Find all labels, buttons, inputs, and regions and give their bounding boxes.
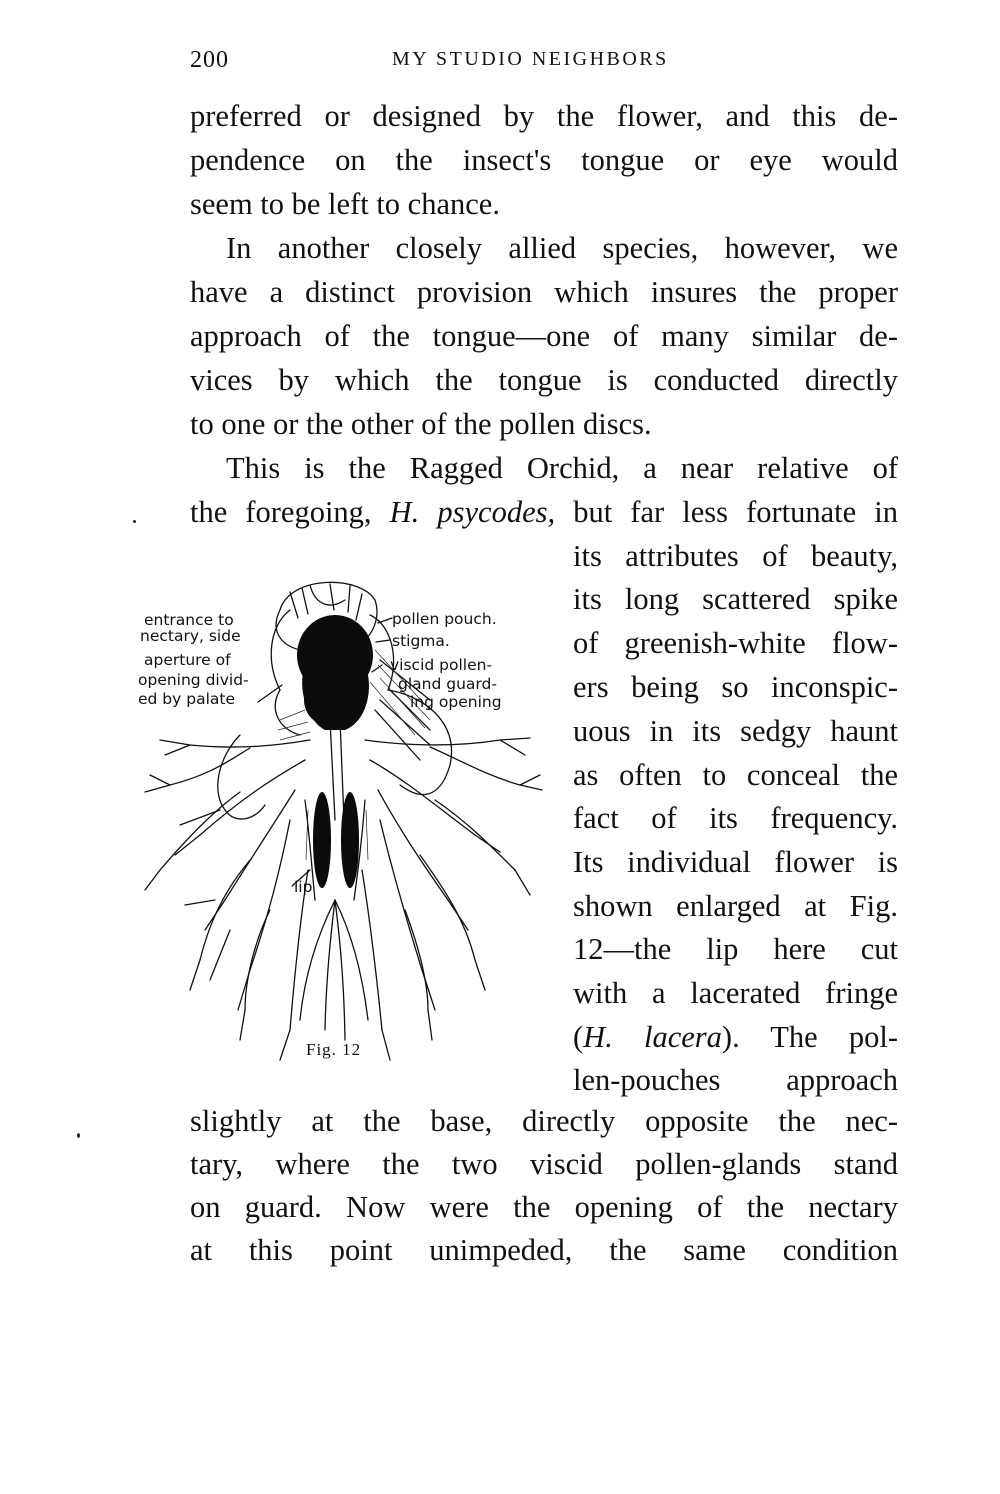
- text-line: [190, 494, 898, 530]
- text-line: uous in its sedgy haunt: [573, 714, 898, 748]
- figure-label: opening divid-: [138, 671, 249, 689]
- text-line: pendence on the insect's tongue or eye would: [190, 143, 898, 177]
- text-line: with a lacerated fringe: [573, 976, 898, 1010]
- figure-label: lip: [294, 878, 313, 896]
- text-line: [573, 1019, 898, 1055]
- text-line: 12—the lip here cut: [573, 932, 898, 966]
- figure-label: ing opening: [410, 693, 502, 711]
- orchid-illustration: [130, 570, 560, 1070]
- text-line: ers being so inconspic-: [573, 670, 898, 704]
- text-line: its long scattered spike: [573, 582, 898, 616]
- text-run: (: [573, 1020, 584, 1054]
- text-line: fact of its frequency.: [573, 801, 898, 835]
- text-line: len-pouches approach: [573, 1063, 898, 1097]
- text-line: on guard. Now were the opening of the nectary: [190, 1190, 898, 1224]
- text-line: have a distinct provision which insures the proper: [190, 275, 898, 309]
- figure-label: stigma.: [392, 632, 450, 650]
- text-line: preferred or designed by the flower, and this de-: [190, 99, 898, 133]
- text-line: seem to be left to chance.: [190, 187, 500, 221]
- figure-label: viscid pollen-: [390, 656, 493, 674]
- text-line: In another closely allied species, however, we: [226, 231, 898, 265]
- text-line: slightly at the base, directly opposite the nec-: [190, 1104, 898, 1138]
- species-name: H. psycodes,: [389, 495, 556, 529]
- orchid-figure: [130, 570, 560, 1070]
- text-line: vices by which the tongue is conducted directly: [190, 363, 898, 397]
- figure-label: pollen pouch.: [392, 610, 497, 628]
- figure-label: aperture of: [144, 651, 231, 669]
- text-run: but far less fortunate in: [573, 495, 898, 529]
- figure-caption: Fig. 12: [306, 1040, 362, 1059]
- text-line: at this point unimpeded, the same condition: [190, 1233, 898, 1267]
- running-title: MY STUDIO NEIGHBORS: [392, 48, 669, 70]
- figure-label: gland guard-: [398, 675, 497, 693]
- text-line: to one or the other of the pollen discs.: [190, 407, 652, 441]
- text-line: This is the Ragged Orchid, a near relative of: [226, 451, 898, 485]
- species-name: H. lacera: [583, 1020, 722, 1054]
- text-line: of greenish-white flow-: [573, 626, 898, 660]
- figure-label: nectary, side: [140, 627, 241, 645]
- text-run: ). The pol-: [721, 1020, 898, 1054]
- text-line: Its individual flower is: [573, 845, 898, 879]
- figure-label: entrance to: [144, 611, 234, 629]
- print-speck: [77, 1133, 80, 1138]
- text-line: shown enlarged at Fig.: [573, 889, 898, 923]
- print-speck: [133, 520, 136, 523]
- text-run: the foregoing,: [190, 495, 372, 529]
- text-line: as often to conceal the: [573, 758, 898, 792]
- text-line: its attributes of beauty,: [573, 539, 898, 573]
- text-line: tary, where the two viscid pollen-glands stand: [190, 1147, 898, 1181]
- text-line: approach of the tongue—one of many similar de-: [190, 319, 898, 353]
- page-number: 200: [190, 47, 229, 73]
- figure-label: ed by palate: [138, 690, 235, 708]
